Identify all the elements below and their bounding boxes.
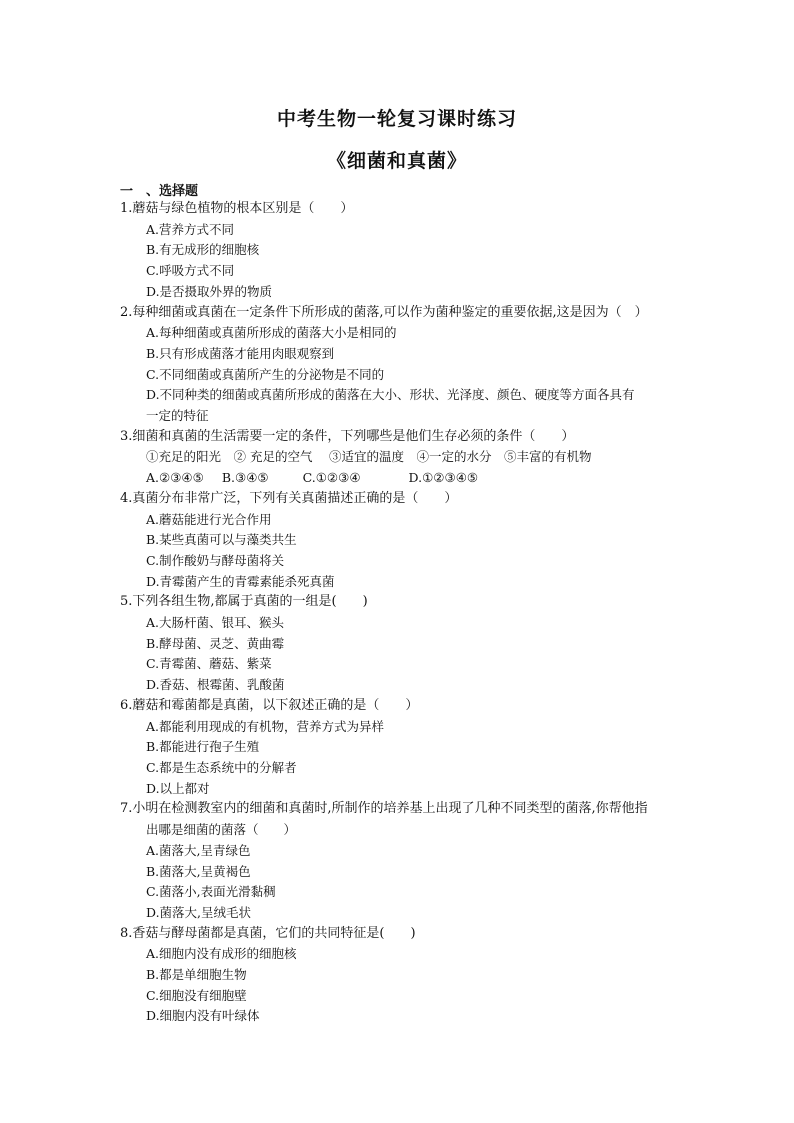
option-b: B.都能进行孢子生殖 xyxy=(146,739,260,755)
option-a: A.蘑菇能进行光合作用 xyxy=(146,511,272,527)
question-list xyxy=(120,199,705,1027)
option-b: B.某些真菌可以与藻类共生 xyxy=(146,532,297,548)
option-a: A.都能利用现成的有机物，营养方式为异样 xyxy=(146,718,385,734)
option-b: B.③④⑤ xyxy=(221,470,269,486)
option-d-continuation: 一定的特征 xyxy=(146,408,209,424)
option-b: B.都是单细胞生物 xyxy=(146,967,247,983)
option-a: A.细胞内没有成形的细胞核 xyxy=(146,946,297,962)
option-b: B.有无成形的细胞核 xyxy=(146,242,260,258)
option-b: B.酵母菌、灵芝、黄曲霉 xyxy=(146,635,285,651)
question-6 xyxy=(120,696,705,800)
option-c: C.菌落小,表面光滑黏稠 xyxy=(146,884,276,900)
option-row xyxy=(120,468,705,489)
question-8 xyxy=(120,924,705,1028)
option-c: C.不同细菌或真菌所产生的分泌物是不同的 xyxy=(146,366,385,382)
option-c: C.①②③④ xyxy=(302,470,361,486)
option-d: D.细胞内没有叶绿体 xyxy=(146,1008,260,1024)
option-d: D.香菇、根霉菌、乳酸菌 xyxy=(146,677,285,693)
question-3 xyxy=(120,427,705,489)
option-a: A.②③④⑤ xyxy=(146,470,204,486)
option-d: D.以上都对 xyxy=(146,780,210,796)
question-1 xyxy=(120,199,705,303)
question-5 xyxy=(120,592,705,696)
option-b: B.菌落大,呈黄褐色 xyxy=(146,863,251,879)
question-stem: 5.下列各组生物,都属于真菌的一组是( ) xyxy=(120,594,368,610)
option-a: A.营养方式不同 xyxy=(146,221,235,237)
option-a: A.大肠杆菌、银耳、猴头 xyxy=(146,615,285,631)
option-a: A.每种细菌或真菌所形成的菌落大小是相同的 xyxy=(146,325,397,341)
option-c: C.呼吸方式不同 xyxy=(146,263,235,279)
section-heading: 一 、选择题 xyxy=(120,184,199,199)
question-2 xyxy=(120,303,705,427)
option-c: C.制作酸奶与酵母菌将关 xyxy=(146,552,285,568)
question-stem: 2.每种细菌或真菌在一定条件下所形成的菌落,可以作为菌种鉴定的重要依据,这是因为（ ） xyxy=(120,304,648,320)
question-stem: 4.真菌分布非常广泛，下列有关真菌描述正确的是（ ） xyxy=(120,490,458,506)
question-stem: 8.香菇与酵母菌都是真菌，它们的共同特征是( ) xyxy=(120,925,416,941)
question-stem: 7.小明在检测教室内的细菌和真菌时,所制作的培养基上出现了几种不同类型的菌落,你帮他指 xyxy=(120,801,648,817)
question-stem: 6.蘑菇和霉菌都是真菌，以下叙述正确的是（ ） xyxy=(120,697,419,713)
option-c: C.细胞没有细胞壁 xyxy=(146,987,247,1003)
option-d: D.①②③④⑤ xyxy=(408,470,479,486)
option-a: A.菌落大,呈青绿色 xyxy=(146,842,251,858)
question-4 xyxy=(120,489,705,593)
option-d: D.菌落大,呈绒毛状 xyxy=(146,904,252,920)
page-title: 中考生物一轮复习课时练习 xyxy=(276,108,517,130)
question-stem: 3.细菌和真菌的生活需要一定的条件，下列哪些是他们生存必须的条件（ ） xyxy=(120,428,575,444)
option-d: D.青霉菌产生的青霉素能杀死真菌 xyxy=(146,573,335,589)
option-d: D.不同种类的细菌或真菌所形成的菌落在大小、形状、光泽度、颜色、硬度等方面各具有 xyxy=(146,387,635,403)
option-c: C.青霉菌、蘑菇、紫菜 xyxy=(146,656,272,672)
option-c: C.都是生态系统中的分解者 xyxy=(146,759,297,775)
question-stem-continuation: 出哪是细菌的菌落（ ） xyxy=(146,822,297,838)
page-subtitle: 《细菌和真菌》 xyxy=(326,150,467,172)
option-d: D.是否摄取外界的物质 xyxy=(146,283,273,299)
option-b: B.只有形成菌落才能用肉眼观察到 xyxy=(146,345,335,361)
condition-items: ①充足的阳光 ② 充足的空气 ③适宜的温度 ④一定的水分 ⑤丰富的有机物 xyxy=(146,449,592,465)
question-7 xyxy=(120,799,705,923)
question-stem: 1.蘑菇与绿色植物的根本区别是（ ） xyxy=(120,201,354,216)
